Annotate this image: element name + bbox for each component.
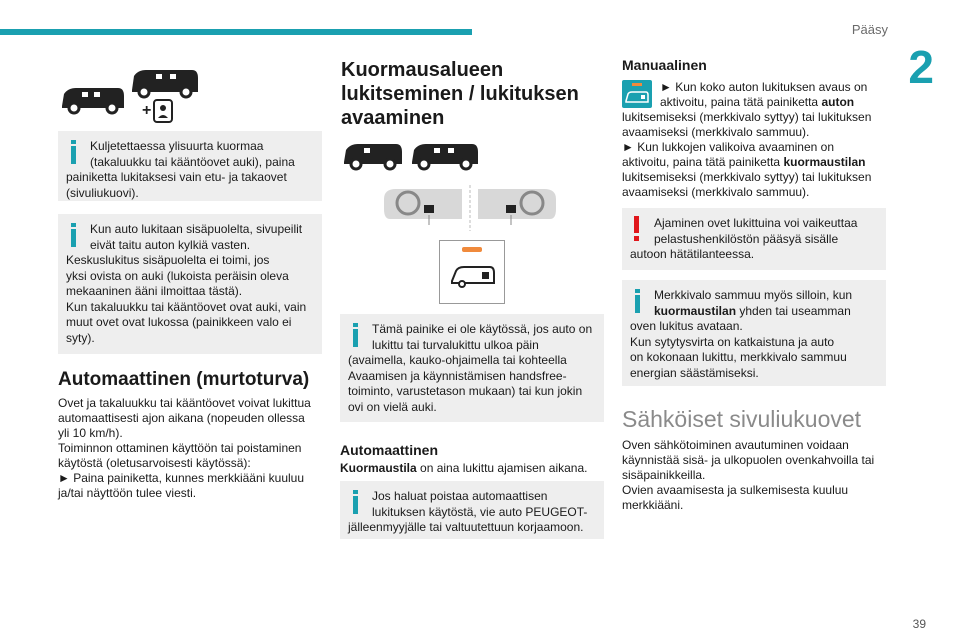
section-name: Pääsy [851, 22, 888, 37]
info-note-oversized-load [58, 131, 322, 201]
note-line: (takaluukku tai kääntöovet auki), paina [90, 154, 295, 169]
info-note-central-locking [58, 214, 322, 354]
body-line: Ovet ja takaluukku tai kääntöovet voivat lukittua [58, 396, 311, 410]
heading-line: Kuormausalueen [341, 59, 504, 81]
note-line: (sivuliukuovi). [66, 185, 139, 200]
body-line [622, 80, 892, 95]
info-note-button-inactive [340, 314, 604, 422]
body-line: automaattisesti ajon aikana (nopeuden ollessa [58, 411, 305, 425]
body-text: aktivoitu, paina tätä painiketta [660, 95, 822, 109]
heading-line: lukitseminen / lukituksen [341, 83, 579, 105]
heading-automatic-anti-theft: Automaattinen (murtoturva) [58, 369, 310, 390]
bold-term: kuormaustilan [783, 155, 866, 169]
heading-electric-sliding-doors: Sähköiset sivuliukuovet [622, 406, 862, 432]
note-line: muut ovet ovat lukossa (painikkeen valo ei [66, 315, 292, 329]
body-line: käynnistää sisä- ja ulkopuolen ovenkahvoilla tai [622, 453, 875, 467]
note-line: Ajaminen ovet lukittuina voi vaikeuttaa [654, 216, 858, 230]
body-text: ► Kun koko auton lukituksen avaus on [660, 80, 868, 94]
bold-term: auton [821, 95, 855, 109]
load-area-lock-button-illustration [439, 240, 505, 304]
note-line: Kuljetettaessa ylisuurta kuormaa [90, 139, 264, 153]
vans-illustration [60, 70, 200, 124]
van-long-icon [132, 70, 198, 97]
bold-term: kuormaustilan [654, 303, 737, 318]
info-icon [66, 140, 82, 164]
note-line: Tämä painike ei ole käytössä, jos auto on [372, 322, 593, 336]
lock-button-icon [154, 100, 172, 122]
body-line: ► Kun lukkojen valikoiva avaaminen on [622, 140, 834, 154]
dashboard-right-icon [478, 189, 556, 225]
body-line: ja/tai näyttöön tulee viesti. [58, 486, 197, 500]
note-line: pelastushenkilöstön pääsyä sisälle [654, 231, 839, 246]
body-line: ► Paina painiketta, kunnes merkkiääni kuuluu [58, 471, 305, 485]
note-line: Merkkivalo sammuu myös silloin, kun [654, 288, 853, 302]
dashboard-left-icon [384, 189, 462, 225]
note-line: ovi on vielä auki. [348, 399, 437, 414]
info-icon [348, 323, 364, 347]
warning-icon [632, 216, 642, 242]
heading-line: avaaminen [341, 107, 445, 129]
body-automatic-locking [58, 396, 328, 501]
body-line [622, 95, 892, 110]
note-line: Kun takaluukku tai kääntöovet ovat auki, vain [66, 299, 307, 314]
body-line: merkkiääni. [622, 498, 684, 512]
bold-term: Kuormaustila [340, 461, 417, 475]
note-line: on kokonaan lukittu, merkkivalo sammuu [630, 350, 847, 364]
van-long-icon [412, 144, 478, 169]
body-line: Ovien avaamisesta ja sulkemisesta kuuluu [622, 483, 849, 497]
body-line: avaamiseksi (merkkivalo sammuu). [622, 185, 810, 199]
note-line: autoon hätätilanteessa. [630, 247, 755, 261]
subheading-manual: Manuaalinen [622, 57, 707, 73]
body-line: lukitsemiseksi (merkkivalo syttyy) tai lukituksen [622, 110, 872, 124]
van-short-icon [62, 88, 124, 113]
note-line: toiminto, varustetason mukaan) tai kun jokin [348, 384, 583, 398]
info-icon [66, 223, 82, 247]
note-line: painiketta lukitaksesi vain etu- ja takaovet [66, 170, 287, 184]
note-line: (avaimella, kauko-ohjaimella tai kohteella [348, 353, 567, 367]
note-line: syty). [66, 330, 95, 345]
body-text: yhden tai useamman [736, 303, 851, 318]
note-line: yksi ovista on auki (lukoista peräisin oleva [66, 268, 289, 283]
body-line: yli 10 km/h). [58, 426, 123, 440]
body-line: avaamiseksi (merkkivalo sammuu). [622, 125, 810, 139]
heading-load-area-locking [341, 58, 601, 130]
note-line [630, 304, 878, 320]
svg-text:+: + [142, 102, 152, 119]
body-text: aktivoitu, paina tätä painiketta [622, 155, 784, 169]
note-line: mekaaninen ääni ilmoittaa tästä). [66, 284, 243, 298]
vans-illustration-2 [342, 140, 482, 174]
body-line: lukitsemiseksi (merkkivalo syttyy) tai lukituksen [622, 170, 872, 184]
indicator-light [462, 247, 482, 252]
body-line [622, 155, 892, 170]
page-number: 39 [912, 617, 926, 631]
body-manual [622, 80, 892, 200]
note-line: Jos haluat poistaa automaattisen [372, 489, 548, 503]
body-line: Oven sähkötoiminen avautuminen voidaan [622, 438, 849, 452]
body-automatic-load-area [340, 461, 610, 476]
body-line: sisäpainikkeilla. [622, 468, 706, 482]
warning-note-locked-doors [622, 208, 886, 270]
info-icon [348, 490, 364, 514]
dashboard-illustration [380, 185, 560, 231]
van-lock-icon [450, 263, 496, 289]
chapter-number: 2 [908, 41, 934, 93]
top-accent-bar [0, 29, 472, 35]
note-line: oven lukitus avataan. [630, 319, 743, 333]
note-line: eivät taitu auton kylkiä vasten. [90, 237, 251, 252]
body-line: käytöstä (oletusarvoisesti käytössä): [58, 456, 251, 470]
note-line: Avaamisen ja käynnistämisen handsfree- [348, 368, 567, 383]
note-line: energian säästämiseksi. [630, 365, 759, 380]
note-line: jälleenmyyjälle tai valtuutettuun korjaamoon. [348, 520, 584, 534]
info-note-indicator-light [622, 280, 886, 386]
note-line: Keskuslukitus sisäpuolelta ei toimi, jos [66, 253, 270, 267]
body-electric-sliding-doors [622, 438, 892, 513]
info-icon [630, 289, 646, 313]
body-line: Toiminnon ottaminen käyttöön tai poistaminen [58, 441, 302, 455]
note-line: lukituksen käytöstä, vie auto PEUGEOT- [372, 504, 588, 519]
note-line: Kun sytytysvirta on katkaistuna ja auto [630, 334, 835, 349]
note-line: lukittu tai turvalukittu ulkoa päin [372, 337, 539, 352]
body-text: on aina lukittu ajamisen aikana. [416, 461, 588, 475]
van-short-icon [344, 144, 402, 169]
note-line: Kun auto lukitaan sisäpuolelta, sivupeilit [90, 222, 303, 236]
info-note-disable-auto-lock [340, 481, 604, 539]
subheading-automatic: Automaattinen [340, 442, 438, 458]
